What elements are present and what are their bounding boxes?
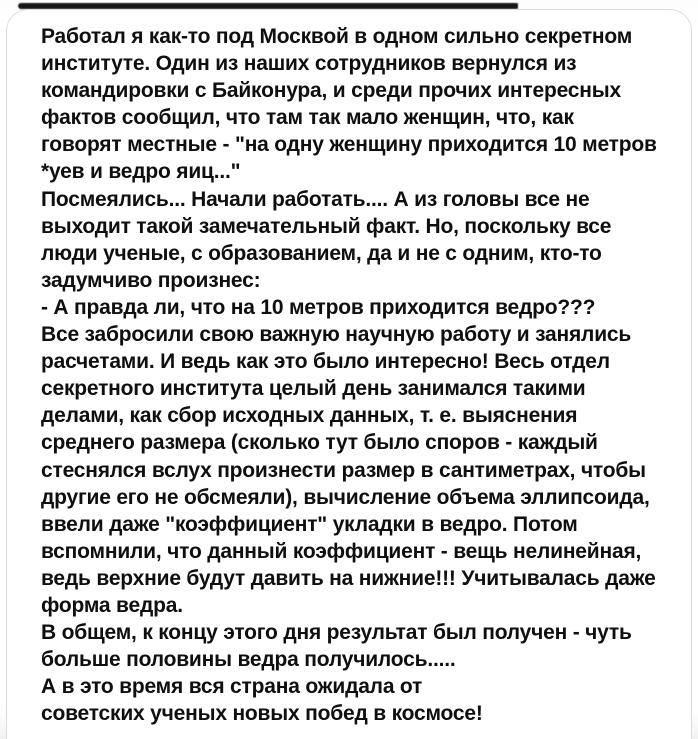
text-line: институте. Один из наших сотрудников вернулся из — [41, 52, 577, 76]
text-line: ведь верхние будут давить на нижние!!! Учитывалась даже — [41, 566, 656, 590]
text-line: фактов сообщил, что там так мало женщин, что, как — [41, 106, 574, 130]
text-line: Все забросили свою важную научную работу и занялись — [41, 323, 632, 347]
text-line: больше половины ведра получилось..... — [41, 648, 456, 672]
text-line: командировки с Байконура, и среди прочих интересных — [41, 79, 621, 103]
text-line: секретного института целый день занимался такими — [41, 377, 586, 401]
text-line: А в это время вся страна ожидала от — [41, 675, 423, 699]
text-line: В общем, к концу этого дня результат был получен - чуть — [41, 621, 632, 645]
text-line: форма ведра. — [41, 593, 183, 617]
text-line: выходит такой замечательный факт. Но, поскольку все — [41, 214, 612, 238]
post-text — [41, 23, 689, 727]
text-line: Работал я как-то под Москвой в одном сильно секретном — [41, 25, 633, 48]
text-line: расчетами. И ведь как это было интересно! Весь отдел — [41, 350, 610, 374]
text-line: Посмеялись... Начали работать.... А из головы все не — [41, 187, 590, 211]
text-line: делами, как сбор исходных данных, т. е. выяснения — [41, 404, 578, 428]
text-line: вспомнили, что данный коэффициент - вещь нелинейная, — [41, 539, 642, 563]
text-line: *уев и ведро яиц..." — [41, 160, 241, 184]
text-line: стеснялся вслух произнести размер в сантиметрах, чтобы — [41, 458, 646, 482]
text-card — [6, 9, 692, 739]
text-line: говорят местные - "на одну женщину приходится 10 метров — [41, 133, 657, 157]
text-line: другие его не обсмеяли), вычисление объема эллипсоида, — [41, 485, 650, 509]
text-line: - А правда ли, что на 10 метров приходится ведро??? — [41, 295, 596, 319]
text-line: среднего размера (сколько тут было споров - каждый — [41, 431, 598, 455]
text-line: ввели даже "коэффициент" укладки в ведро. Потом — [41, 512, 578, 536]
text-line: задумчиво произнес: — [41, 268, 261, 292]
text-line: люди ученые, с образованием, да и не с одним, кто-то — [41, 241, 602, 265]
text-line: советских ученых новых побед в космосе! — [41, 702, 483, 726]
